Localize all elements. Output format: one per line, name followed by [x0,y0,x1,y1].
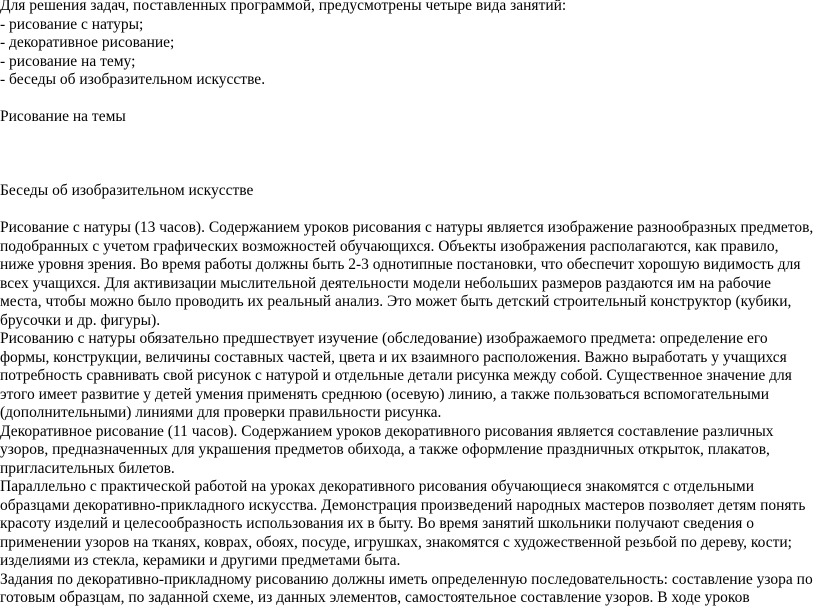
activity-item-decorative: - декоративное рисование; [0,34,175,51]
paragraph-task-sequence: Задания по декоративно-прикладному рисованию должны иметь определенную последовательность: составление узора по готовым образцам, по заданной схеме, из данных элементов, самостоятельное составление узоров. В ходе уроков [0,570,813,606]
activity-item-talks: - беседы об изобразительном искусстве. [0,71,266,88]
spacer [0,127,814,183]
heading-theme-drawing: Рисование на темы [0,108,126,125]
paragraph-nature-drawing: Рисование с натуры (13 часов). Содержанием уроков рисования с натуры является изображение разнообразных предметов, подобранных с учетом графических возможностей обучающихся. Объекты изображения располагаются, как правило, ниже уровня зрения. Во время работы должны быть 2-3 однотипные постановки, что обеспечит хорошую видимость для всех учащихся. Для активизации мыслительной деятельности модели небольших размеров раздаются им на рабочие места, чтобы можно было проводить их реальный анализ. Это может быть детский строительный конструктор (кубики, брусочки и др. фигуры). [0,219,814,329]
paragraph-applied-art: Параллельно с практической работой на уроках декоративного рисования обучающиеся знакомятся с отдельными образцами декоративно-прикладного искусства. Демонстрация произведений народных мастеров позволяет детям понять красоту изделий и целесообразность использования их в быту. Во время занятий школьники получают сведения о применении узоров на тканях, коврах, обоях, посуде, игрушках, знакомятся с художественной резьбой по дереву, кости; изделиями из стекла, керамики и другими предметами быта. [0,478,806,569]
paragraph-nature-study: Рисованию с натуры обязательно предшествует изучение (обследование) изображаемого предмета: определение его формы, конструкции, величины составных частей, цвета и их взаимного расположения. Важно выработать у учащихся потребность сравнивать свой рисунок с натурой и отдельные детали рисунка между собой. Существенное значение для этого имеет развитие у детей умения применять среднюю (осевую) линию, а также пользоваться вспомогательными (дополнительными) линиями для проверки правильности рисунка. [0,330,792,421]
activity-item-theme: - рисование на тему; [0,52,136,70]
heading-art-talks: Беседы об изобразительном искусстве [0,182,254,199]
paragraph-decorative-drawing: Декоративное рисование (11 часов). Содержанием уроков декоративного рисования является составление различных узоров, предназначенных для украшения предметов обихода, а также оформление праздничных открыток, плакатов, пригласительных билетов. [0,422,774,477]
spacer [0,90,814,109]
spacer [0,201,814,220]
intro-lead: Для решения задач, поставленных программой, предусмотрены четыре вида занятий: [0,0,567,14]
activity-item-nature: - рисование с натуры; [0,15,144,33]
